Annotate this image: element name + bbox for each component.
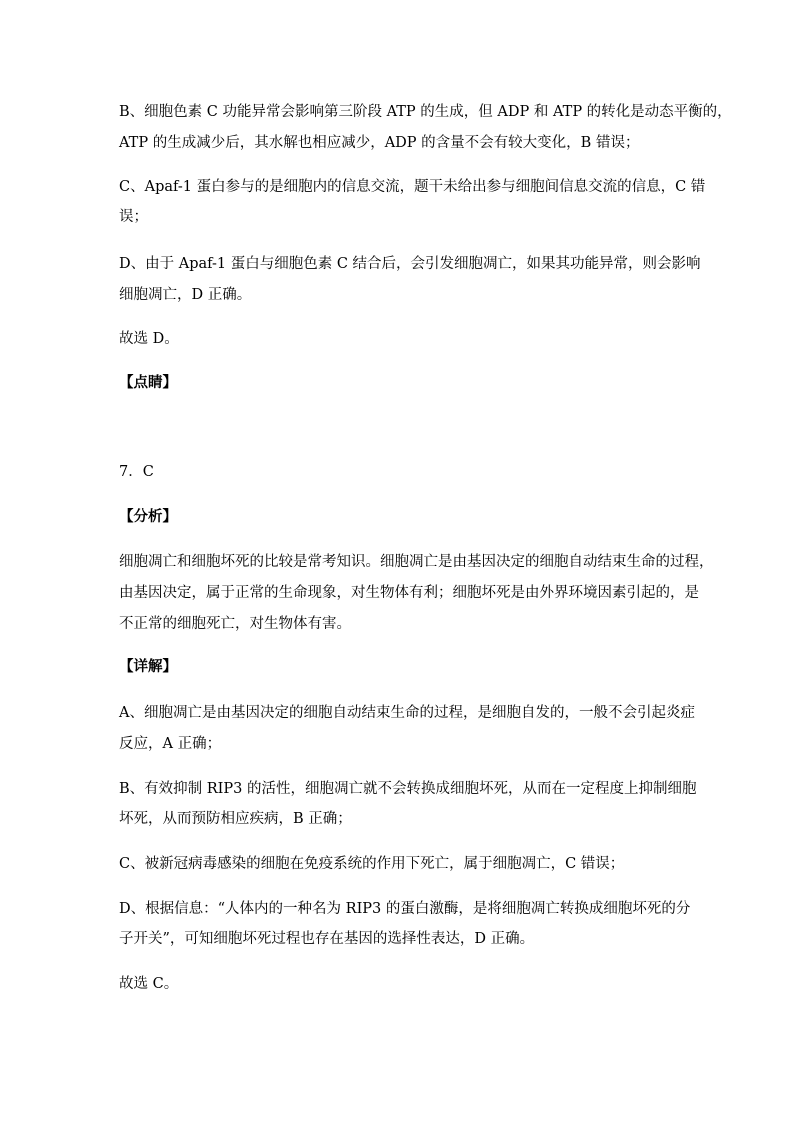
text-line: D、根据信息：“人体内的一种名为 RIP3 的蛋白激酶，是将细胞凋亡转换成细胞坏死的分 bbox=[119, 901, 691, 917]
section-heading: 【分析】 bbox=[119, 508, 177, 525]
text-line: 故选 D。 bbox=[119, 331, 179, 347]
text-line: 故选 C。 bbox=[119, 976, 179, 992]
question-answer: 7．C bbox=[119, 464, 154, 480]
text-line: 不正常的细胞死亡，对生物体有害。 bbox=[119, 616, 351, 632]
text-line: 由基因决定，属于正常的生命现象，对生物体有利；细胞坏死是由外界环境因素引起的，是 bbox=[119, 585, 699, 601]
text-line: B、有效抑制 RIP3 的活性，细胞凋亡就不会转换成细胞坏死，从而在一定程度上抑制细胞 bbox=[119, 781, 697, 797]
section-heading: 【点睛】 bbox=[119, 374, 177, 391]
text-line: 误； bbox=[119, 209, 148, 225]
section-heading: 【详解】 bbox=[119, 658, 177, 675]
text-line: A、细胞凋亡是由基因决定的细胞自动结束生命的过程，是细胞自发的，一般不会引起炎症 bbox=[119, 705, 695, 721]
text-line: C、Apaf-1 蛋白参与的是细胞内的信息交流，题干未给出参与细胞间信息交流的信息，C 错 bbox=[119, 179, 706, 195]
text-line: 细胞凋亡和细胞坏死的比较是常考知识。细胞凋亡是由基因决定的细胞自动结束生命的过程， bbox=[119, 554, 714, 570]
text-line: B、细胞色素 C 功能异常会影响第三阶段 ATP 的生成，但 ADP 和 ATP 的转化是动态平衡的， bbox=[119, 104, 732, 120]
text-line: D、由于 Apaf-1 蛋白与细胞色素 C 结合后，会引发细胞凋亡，如果其功能异常，则会影响 bbox=[119, 256, 701, 272]
text-line: 子开关”，可知细胞坏死过程也存在基因的选择性表达，D 正确。 bbox=[119, 931, 535, 947]
text-line: 细胞凋亡，D 正确。 bbox=[119, 287, 252, 303]
text-line: ATP 的生成减少后，其水解也相应减少，ADP 的含量不会有较大变化，B 错误； bbox=[119, 135, 640, 151]
text-line: 反应，A 正确； bbox=[119, 736, 222, 752]
text-line: C、被新冠病毒感染的细胞在免疫系统的作用下死亡，属于细胞凋亡，C 错误； bbox=[119, 856, 625, 872]
text-line: 坏死，从而预防相应疾病，B 正确； bbox=[119, 811, 352, 827]
